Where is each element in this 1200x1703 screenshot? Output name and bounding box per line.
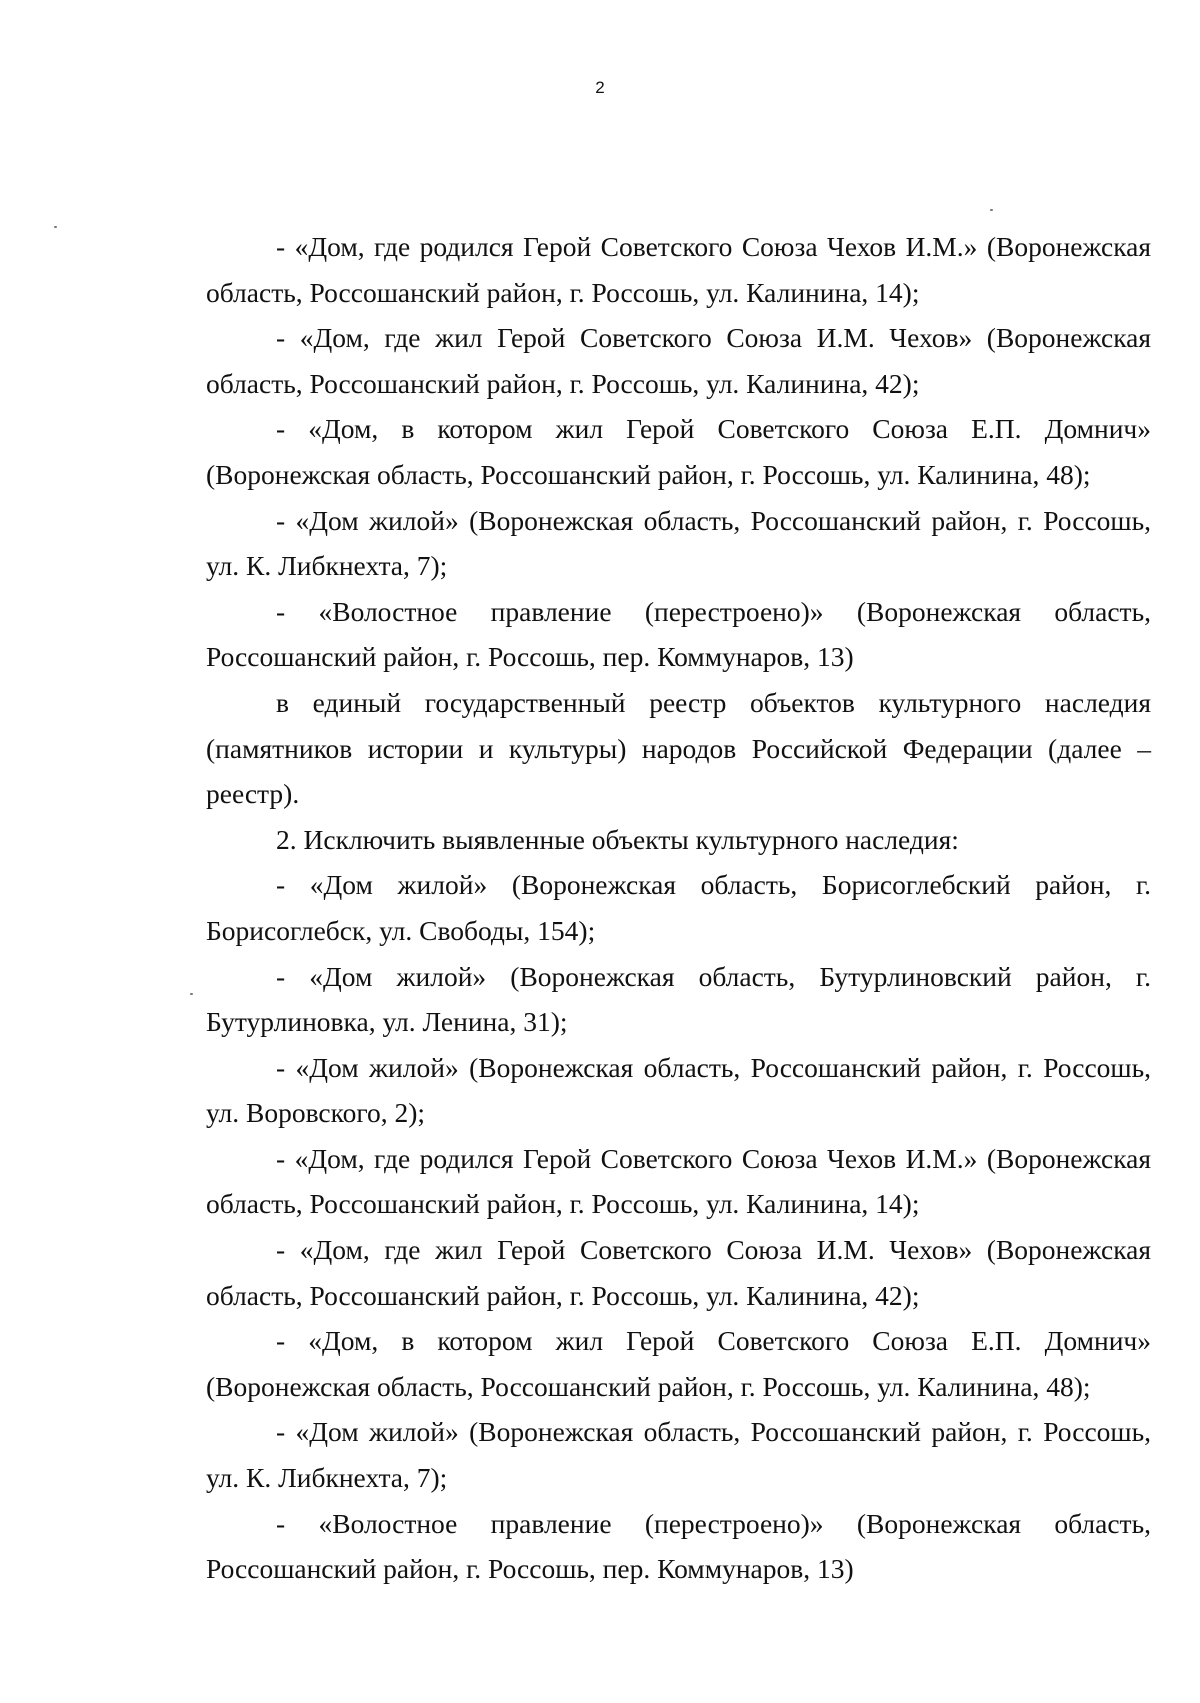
page-number: 2: [595, 78, 605, 97]
list-item-5: - «Волостное правление (перестроено)» (Воронежская область, Россошанский район, г. Россошь, пер. Коммунаров, 13): [206, 595, 1151, 673]
list-item-2: - «Дом, где жил Герой Советского Союза И.М. Чехов» (Воронежская область, Россошанский район, г. Россошь, ул. Калинина, 42);: [206, 322, 1151, 399]
scan-speck: [190, 993, 193, 995]
excluded-item-6: - «Дом, в котором жил Герой Советского Союза Е.П. Домнич» (Воронежская область, Россошанский район, г. Россошь, ул. Калинина, 48);: [206, 1325, 1151, 1402]
section-2-heading: 2. Исключить выявленные объекты культурного наследия:: [276, 823, 959, 855]
registry-paragraph: в единый государственный реестр объектов культурного наследия (памятников истории и культуры) народов Российской Федерации (далее – реестр).: [206, 686, 1151, 810]
scan-speck: [54, 226, 57, 228]
list-item-1: - «Дом, где родился Герой Советского Союза Чехов И.М.» (Воронежская область, Россошанский район, г. Россошь, ул. Калинина, 14);: [206, 231, 1151, 308]
list-item-4: - «Дом жилой» (Воронежская область, Россошанский район, г. Россошь, ул. К. Либкнехта, 7);: [206, 504, 1151, 582]
excluded-item-8: - «Волостное правление (перестроено)» (Воронежская область, Россошанский район, г. Россошь, пер. Коммунаров, 13): [206, 1507, 1151, 1585]
excluded-item-3: - «Дом жилой» (Воронежская область, Россошанский район, г. Россошь, ул. Воровского, 2);: [206, 1051, 1151, 1129]
document-body: [206, 224, 1151, 1592]
excluded-item-7: - «Дом жилой» (Воронежская область, Россошанский район, г. Россошь, ул. К. Либкнехта, 7);: [206, 1416, 1151, 1494]
excluded-item-5: - «Дом, где жил Герой Советского Союза И.М. Чехов» (Воронежская область, Россошанский район, г. Россошь, ул. Калинина, 42);: [206, 1234, 1151, 1311]
excluded-item-2: - «Дом жилой» (Воронежская область, Бутурлиновский район, г. Бутурлиновка, ул. Ленина, 31);: [206, 960, 1151, 1038]
list-item-3: - «Дом, в котором жил Герой Советского Союза Е.П. Домнич» (Воронежская область, Россошанский район, г. Россошь, ул. Калинина, 48);: [206, 413, 1151, 490]
scan-speck: [990, 209, 993, 211]
excluded-item-1: - «Дом жилой» (Воронежская область, Борисоглебский район, г. Борисоглебск, ул. Свободы, 154);: [206, 869, 1151, 946]
excluded-item-4: - «Дом, где родился Герой Советского Союза Чехов И.М.» (Воронежская область, Россошанский район, г. Россошь, ул. Калинина, 14);: [206, 1142, 1151, 1220]
